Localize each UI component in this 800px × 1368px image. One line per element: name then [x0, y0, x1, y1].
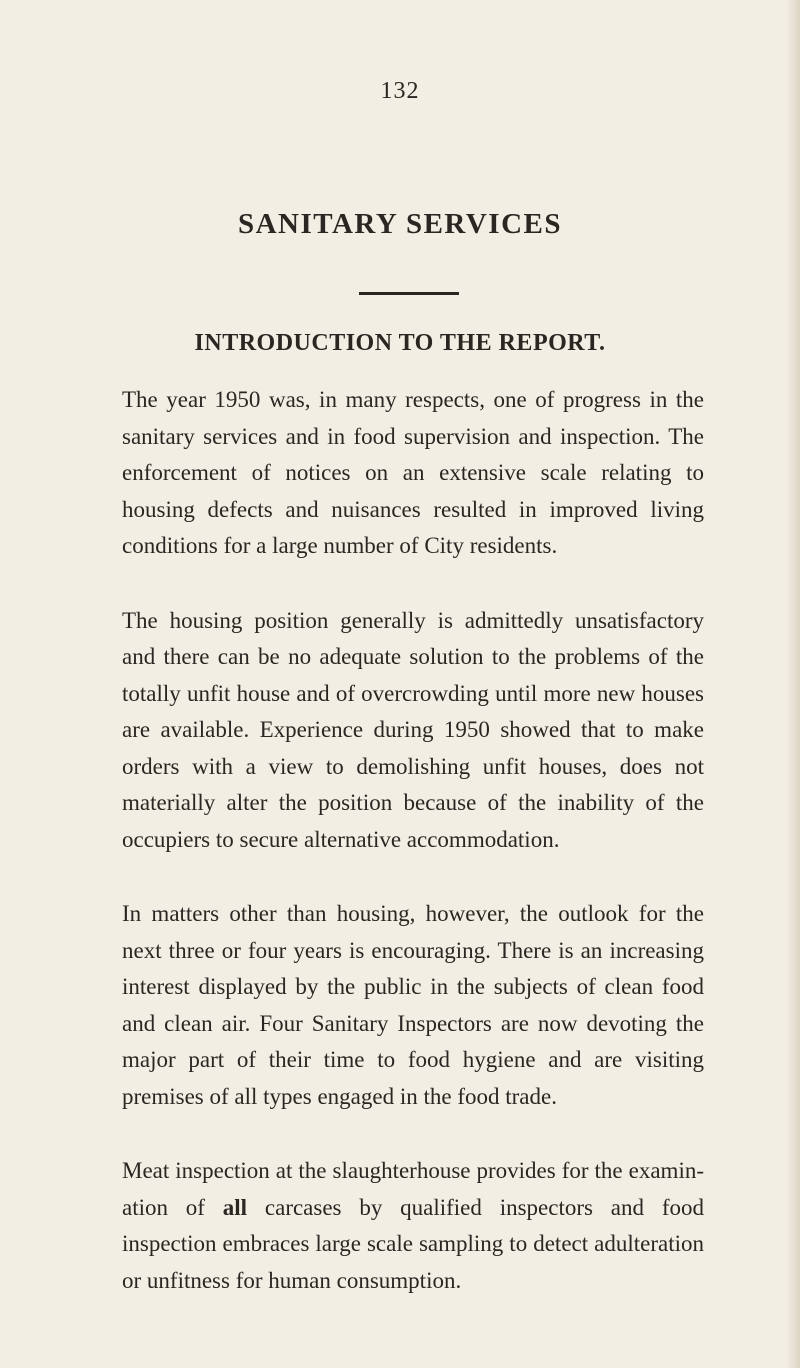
section-title: SANITARY SERVICES	[237, 208, 562, 240]
paragraph-1: The year 1950 was, in many respects, one of progress in the sanitary services and in food supervision and inspection. The enforcement of notices on an extensive scale relating to housing defects and nuisances resulted in improved living conditions for a large number of City residents.	[122, 387, 704, 558]
page-edge-shadow	[786, 0, 800, 1368]
page-number: 132	[380, 78, 420, 104]
paragraph-2: The housing position generally is admittedly unsatisfactory and there can be no adequate solution to the problems of the totally unfit house and of overcrowding until more new houses are available. Experience during 1950 showed that to make orders with a view to demolishing unfit houses, does not materially alter the position because of the inability of the occupiers to secure alternative accommodation.	[122, 607, 704, 852]
paragraph-3: In matters other than housing, however, the outlook for the next three or four years is encouraging. There is an increasing interest displayed by the public in the subjects of clean food and clean air. Four Sanitary Inspectors are now devoting the major part of their time to food hygiene and are visiting premises of all types engaged in the food trade.	[122, 901, 704, 1109]
title-rule	[359, 292, 459, 295]
paragraph-4-emphasis: all	[222, 1194, 248, 1220]
paragraph-4	[122, 1153, 704, 1299]
body-text	[122, 382, 704, 1337]
paragraph-4-start: Meat inspection at the slaughterhouse provides for the examin- ation of	[122, 1158, 704, 1220]
report-subtitle: INTRODUCTION TO THE REPORT.	[194, 330, 606, 356]
paragraph-4-end: carcases by qualified inspectors and food inspection embraces large scale sampling to detect adulteration or unfitness for human consumption.	[122, 1194, 704, 1293]
